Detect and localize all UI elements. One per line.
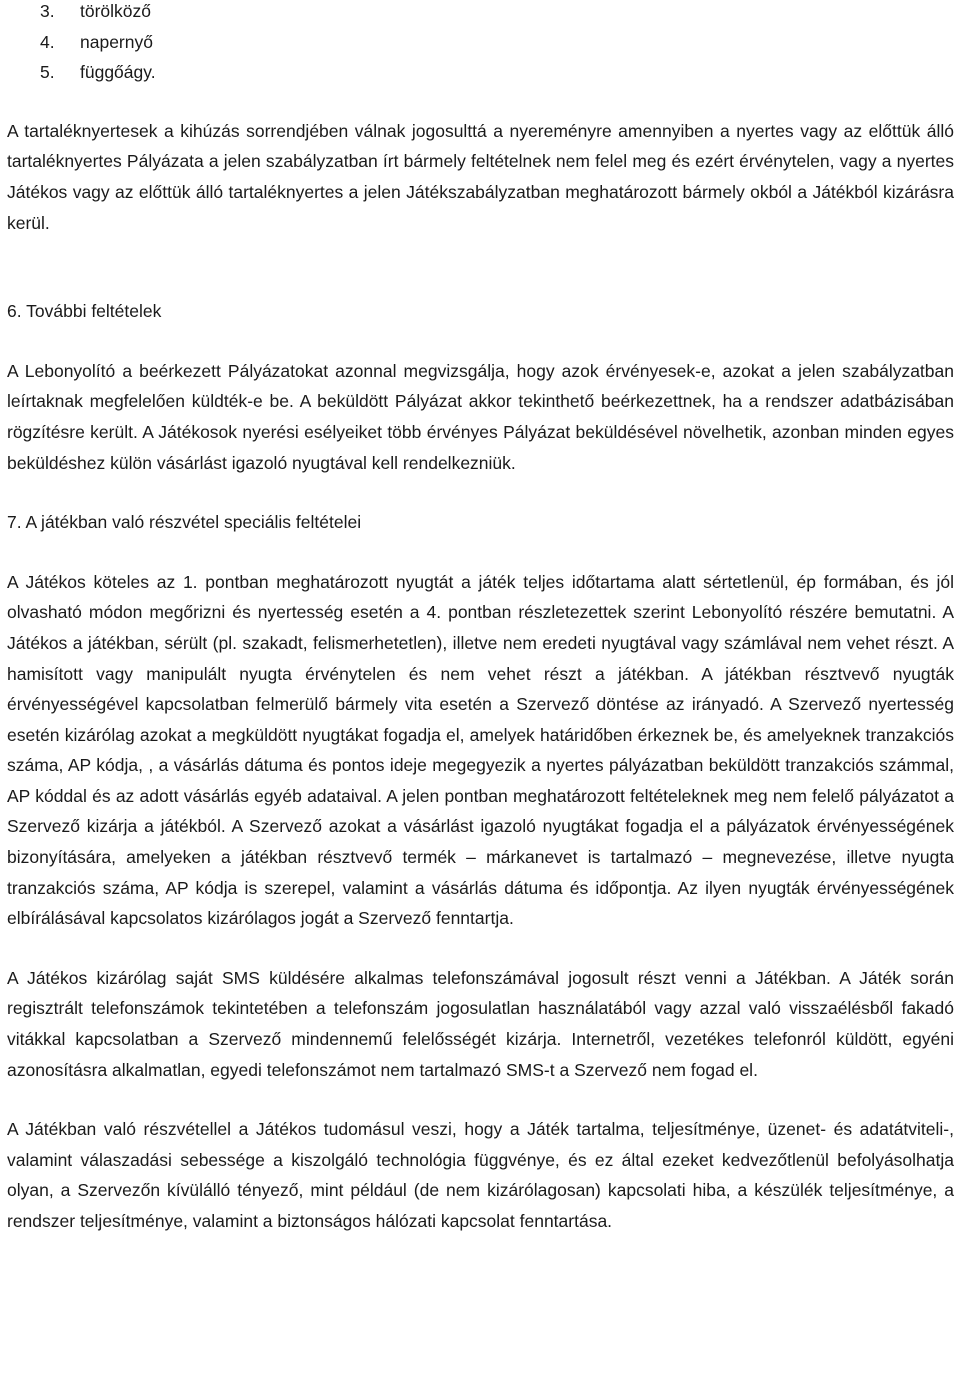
paragraph-reserve-winners: A tartaléknyertesek a kihúzás sorrendjében válnak jogosulttá a nyereményre amennyiben a nyertes vagy az előttük álló tartaléknyertes Pályázata a jelen szabályzatban írt bármely feltételnek nem felel meg és ezért érvénytelen, vagy a nyertes Játékos vagy az előttük álló tartaléknyertes a jelen Játékszabályzatban meghatározott bármely okból a Játékból kizárásra kerül. (7, 120, 954, 233)
section-heading-7: 7. A játékban való részvétel speciális feltételei (7, 512, 362, 533)
list-item (7, 27, 954, 58)
list-item-text: napernyő (80, 31, 153, 52)
section-heading-6: 6. További feltételek (7, 301, 162, 322)
paragraph-section-7-technical: A Játékban való részvétellel a Játékos tudomásul veszi, hogy a Játék tartalma, teljesítménye, üzenet- és adatátviteli-, valamint válaszadási sebessége a kiszolgáló technológia függvénye, és ez által ezeket kedvezőtlenül befolyásolhatja olyan, a Szervezőn kívülálló tényező, mint például (de nem kizárólagosan) kapcsolati hiba, a készülék teljesítménye, a rendszer teljesítménye, valamint a biztonságos hálózati kapcsolat fenntartása. (7, 1119, 954, 1231)
list-item (7, 0, 954, 27)
prize-list (7, 0, 954, 88)
list-item-number: 3. (40, 1, 55, 21)
paragraph-section-6: A Lebonyolító a beérkezett Pályázatokat azonnal megvizsgálja, hogy azok érvényesek-e, azokat a jelen szabályzatban leírtaknak megfelelően küldték-e be. A beküldött Pályázat akkor tekinthető beérkezettnek, ha a rendszer adatbázisában rögzítésre került. A Játékosok nyerési esélyeiket több érvényes Pályázat beküldésével növelhetik, azonban minden egyes beküldéshez külön vásárlást igazoló nyugtával kell rendelkezniük. (7, 360, 954, 473)
list-item-text: törölköző (80, 1, 152, 21)
list-item (7, 57, 954, 88)
list-item-number: 4. (40, 31, 55, 52)
list-item-number: 5. (40, 62, 55, 83)
paragraph-section-7-sms: A Játékos kizárólag saját SMS küldésére alkalmas telefonszámával jogosult részt venni a Játékban. A Játék során regisztrált telefonszámok tekintetében a telefonszám jogosulatlan használatából vagy azzal való visszaélésből fakadó vitákkal kapcsolatban a Szervező mindennemű felelősségét kizárja. Internetről, vezetékes telefonról küldött, egyéni azonosításra alkalmatlan, egyedi telefonszámot nem tartalmazó SMS-t a Szervező nem fogad el. (7, 967, 954, 1080)
list-item-text: függőágy. (80, 62, 156, 83)
paragraph-section-7-receipts: A Játékos köteles az 1. pontban meghatározott nyugtát a játék teljes időtartama alatt sértetlenül, ép formában, és jól olvasható módon megőrizni és nyertesség esetén a 4. pontban részletezettek szerint Lebonyolító részére bemutatni. A Játékos a játékban, sérült (pl. szakadt, felismerhetetlen), illetve nem eredeti nyugtával vagy számlával nem vehet részt. A hamisított vagy manipulált nyugta érvénytelen és nem vehet részt a játékban. A játékban résztvevő nyugták érvényességével kapcsolatban felmerülő bármely vita esetén a Szervező döntése az irányadó. A Szervező nyertesség esetén kizárólag azokat a megküldött nyugtákat fogadja el, amelyek határidőben érkeznek be, és amelyeknek tranzakciós száma, AP kódja, , a vásárlás dátuma és pontos ideje megegyezik a nyertes pályázatban beküldött tranzakciós számmal, AP kóddal és az adott vásárlás egyéb adataival. A jelen pontban meghatározott feltételeknek meg nem felelő pályázatot a Szervező kizárja a játékból. A Szervező azokat a vásárlást igazoló nyugtákat fogadja el a pályázatok érvényességének bizonyítására, amelyeken a játékban résztvevő termék – márkanevet is tartalmazó – megnevezése, illetve nyugta tranzakciós száma, AP kódja is szerepel, valamint a vásárlás dátuma és időpontja. Az ilyen nyugták érvényességének elbírálásával kapcsolatos kizárólagos jogát a Szervező fenntartja. (7, 571, 954, 929)
